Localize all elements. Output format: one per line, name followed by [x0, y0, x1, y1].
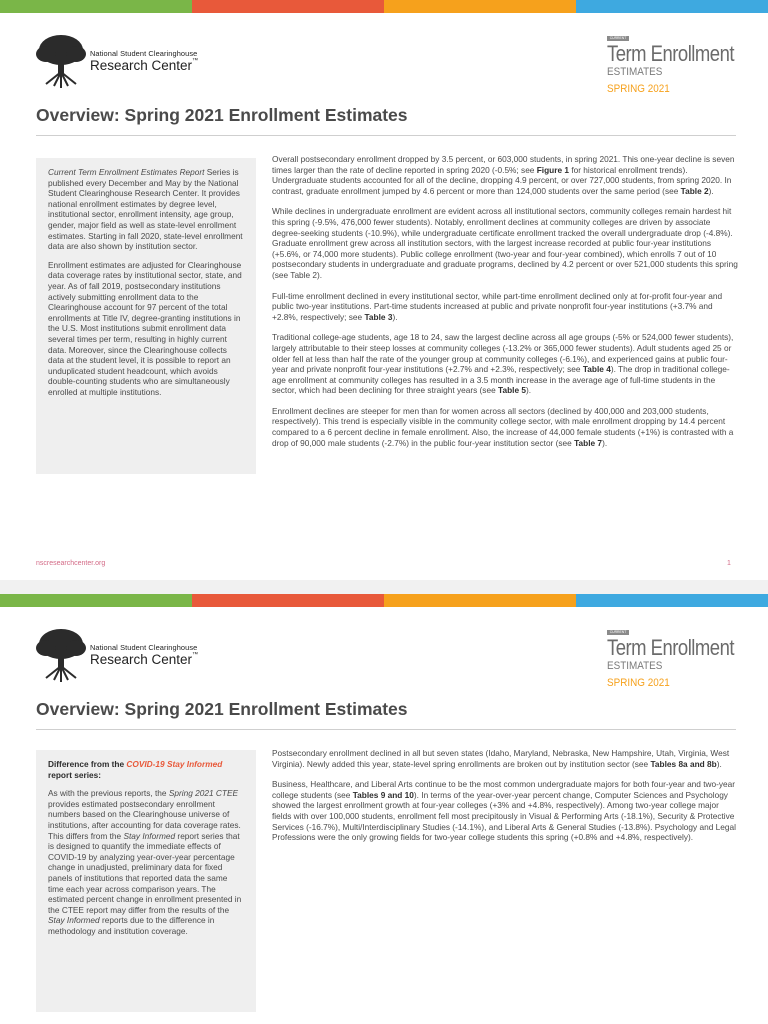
- footer-website-link[interactable]: nscresearchcenter.org: [36, 560, 106, 567]
- logo-org-line: National Student Clearinghouse: [90, 49, 198, 58]
- tree-icon: [34, 32, 88, 90]
- body-paragraph: Business, Healthcare, and Liberal Arts continue to be the most common undergraduate majors for both four-year and two-year college students (see Tables 9 and 10). In terms of the year-over-year percent change, Computer Sciences and Psychology showed the largest enrollment growth at four-year colleges (+3% and +4.8%, respectively). Among two-year college major fields with over 100,000 students, enrollment fell most precipitously in Visual & Performing Arts (-18.1%), Security & Protective Services (-16.7%), Multi/Interdisciplinary Studies (-14.1%), and Liberal Arts & General Studies (-13.8%). Psychology and Legal Professions were the only growing fields for two-year college students this spring (+0.8% and +4.8%, respectively).: [272, 779, 736, 843]
- accent-color-bar: [0, 594, 768, 607]
- body-paragraph: Postsecondary enrollment declined in all but seven states (Idaho, Maryland, Nebraska, New Hampshire, Utah, Virginia, West Virginia). Newly added this year, state-level spring enrollments are broken out by institution sector (see Tables 8a and 8b).: [272, 748, 730, 769]
- tables-9-10-ref: Tables 9 and 10: [352, 789, 414, 800]
- main-text: [272, 748, 738, 853]
- stay-informed-difference-sidebar: [36, 750, 256, 1012]
- brand-tag: CURRENT: [607, 630, 629, 635]
- nsc-research-center-logo: [34, 626, 214, 684]
- table-4-ref: Table 4: [582, 364, 611, 375]
- logo-name-line: Research Center™: [90, 652, 199, 667]
- tree-icon: [34, 626, 88, 684]
- brand-tag: CURRENT: [607, 36, 629, 41]
- brand-subtitle: ESTIMATES: [607, 66, 663, 78]
- brand-title: Term Enrollment: [607, 635, 734, 660]
- accent-orange: [384, 594, 576, 607]
- accent-orange: [384, 0, 576, 13]
- body-paragraph: While declines in undergraduate enrollment are evident across all institutional sectors, community colleges remain hardest hit this spring (-9.5%, 476,000 fewer students). Notably, enrollment declines at community colleges are driven by associate degree-seeking students (-10.9%), while undergraduate certificate enrollment tracked the overall undergraduate drop (-4.8%). Graduate enrollment grew across all institution sectors, with the largest increase recorded at public four-year institutions (+5.6%, or 74,000 more students). Public college enrollment (two-year and four-year combined), which enrolls 7 out of 10 postsecondary students in undergraduate and graduate programs, declined by 4.2 percent or over 521,000 students this spring (see Table 2).: [272, 206, 738, 280]
- main-text: [272, 154, 738, 458]
- brand-season: SPRING 2021: [607, 83, 670, 95]
- body-paragraph: Overall postsecondary enrollment dropped by 3.5 percent, or 603,000 students, in spring 2021. This one-year decline is seven times larger than the rate of decline reported in spring 2020 (-0.5%; see Figure 1 for historical enrollment trends). Undergraduate students accounted for all of the decline, dropping 4.9 percent, or over 727,000 students, from spring 2020. In contrast, graduate enrollment jumped by 4.6 percent or more than 124,000 students over the same period (see Table 2).: [272, 154, 735, 196]
- body-paragraph: Enrollment declines are steeper for men than for women across all sectors (declined by 400,000 and 203,000 students, respectively). This trend is especially visible in the community college sector, with male enrollment dropping by 14.4 percent compared to a 6 percent decline in female enrollment. Also, the increase of 44,000 female students (+1%) is contrasted with a drop of 90,000 male students (-2.7%) in the public four-year institution sector (see Table 7).: [272, 405, 734, 448]
- page-title: Overview: Spring 2021 Enrollment Estimates: [36, 105, 408, 125]
- accent-blue: [576, 0, 768, 13]
- accent-red: [192, 0, 384, 13]
- figure-1-ref: Figure 1: [536, 164, 570, 175]
- sidebar-heading: Difference from the COVID-19 Stay Informed report series:: [48, 759, 223, 780]
- page-title: Overview: Spring 2021 Enrollment Estimates: [36, 699, 408, 719]
- report-info-sidebar: [36, 158, 256, 474]
- accent-color-bar: [0, 0, 768, 13]
- page-gap: [0, 580, 768, 594]
- brand-title: Term Enrollment: [607, 41, 734, 66]
- stay-informed-series-name: COVID-19 Stay Informed: [126, 759, 223, 769]
- body-paragraph: Full-time enrollment declined in every institutional sector, while part-time enrollment declined only at for-profit four-year and public two-year institutions. Part-time students increased at public and private nonprofit four-year institutions (+3.7% and +2.8%, respectively; see Table 3).: [272, 290, 723, 322]
- sidebar-paragraph: As with the previous reports, the Spring 2021 CTEE provides estimated postsecondary enrollment numbers based on the Clearinghouse universe of institutions, after accounting for data coverage rates. This differs from the Stay Informed report series that is designed to quantify the immediate effects of COVID-19 by analyzing year-over-year percentage change in unadjusted, preliminary data for fixed panels of institutions that reported data the same time each year across comparison years. The estimated percent change in enrollment presented in the CTEE report may differ from the results of the Stay Informed reports due to the difference in methodology and institution coverage.: [48, 788, 242, 936]
- title-divider: [36, 135, 736, 136]
- logo-org-line: National Student Clearinghouse: [90, 643, 198, 652]
- page-number: 1: [727, 560, 731, 567]
- accent-red: [192, 594, 384, 607]
- table-5-ref: Table 5: [498, 385, 526, 396]
- logo-name-line: Research Center™: [90, 58, 199, 73]
- brand-subtitle: ESTIMATES: [607, 660, 663, 672]
- title-divider: [36, 729, 736, 730]
- brand-season: SPRING 2021: [607, 677, 670, 689]
- page-2: [0, 594, 768, 1024]
- table-2-ref: Table 2: [680, 185, 709, 196]
- tables-8-ref: Tables 8a and 8b: [650, 758, 717, 769]
- accent-green: [0, 0, 192, 13]
- sidebar-paragraph: Current Term Enrollment Estimates Report Series is published every December and May by the National Student Clearinghouse Research Center. It provides national enrollment estimates by degree level, institutional sector, enrollment intensity, age group, gender, major field as well as state-level enrollment estimates. Starting in fall 2020, state-level enrollment data are also shown by institution sector.: [48, 167, 243, 252]
- nsc-research-center-logo: [34, 32, 214, 90]
- accent-green: [0, 594, 192, 607]
- sidebar-paragraph: Enrollment estimates are adjusted for Clearinghouse data coverage rates by institutional sector, state, and year. As of fall 2019, postsecondary institutions actively submitting enrollment data to the Clearinghouse account for 97 percent of the total enrollments at Title IV, degree-granting institutions in the U.S. Most institutions submit enrollment data several times per term, resulting in highly current data. Moreover, since the Clearinghouse collects data at the student level, it is possible to report an unduplicated student headcount, which avoids double-counting students who are simultaneously enrolled at multiple institutions.: [48, 259, 242, 397]
- accent-blue: [576, 594, 768, 607]
- body-paragraph: Traditional college-age students, age 18 to 24, saw the largest decline across all age groups (-5% or 524,000 fewer students), largely attributable to their steep losses at community colleges (-13.2% or 365,000 fewer students). Adult students aged 25 or older fell at less than half the rate of the younger group at community colleges (-6.1%), and experienced gains at public four-year and private nonprofit four-year institutions (+2.7% and +2.3%, respectively; see Table 4). The drop in traditional college-age enrollment at community colleges has resulted in a 3.5 month increase in the average age of full-time students in the sector, which had been declining for three straight years (see Table 5).: [272, 332, 734, 396]
- table-3-ref: Table 3: [364, 311, 393, 322]
- table-7-ref: Table 7: [574, 437, 603, 448]
